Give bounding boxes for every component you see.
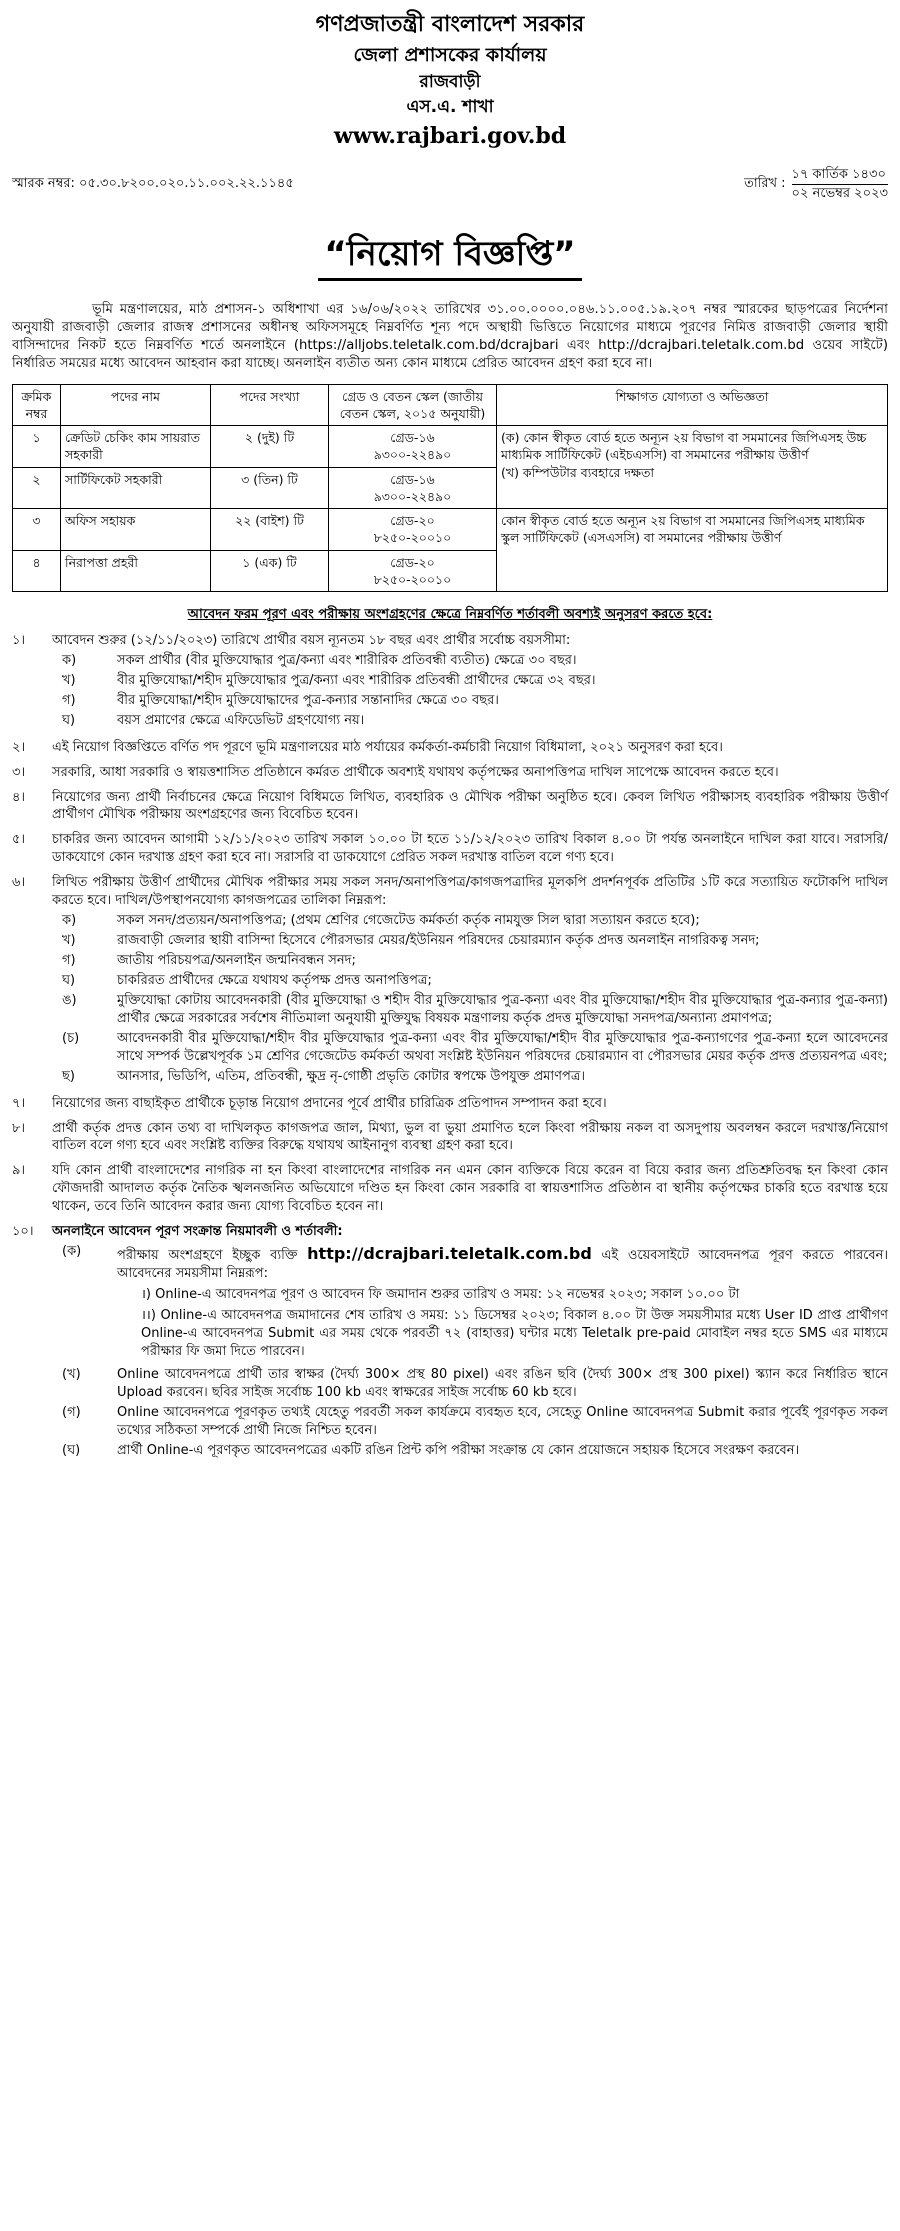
sub-item — [62, 972, 888, 990]
cell-count: ১ (এক) টি — [211, 550, 329, 592]
rule-text: নিয়োগের জন্য প্রার্থী নির্বাচনের ক্ষেত্রে নিয়োগ বিধিমতে লিখিত, ব্যবহারিক ও মৌখিক পরীক্ষা অনুষ্ঠিত হবে। কেবল লিখিত পরীক্ষাসহ ব্যবহারিক পরীক্ষায় উত্তীর্ণ প্রার্থীগণ মৌখিক পরীক্ষায় অংশগ্রহণের জন্য বিবেচিত হবেন। — [52, 789, 888, 823]
cell-count: ২২ (বাইশ) টি — [211, 509, 329, 551]
office-name: জেলা প্রশাসকের কার্যালয় — [353, 44, 547, 67]
sub-text: সকল প্রার্থীর (বীর মুক্তিযোদ্ধার পুত্র/কন্যা এবং শারীরিক প্রতিবন্ধী ব্যতীত) ক্ষেত্রে ৩০ বছর। — [117, 652, 577, 668]
district-name: রাজবাড়ী — [419, 71, 481, 92]
sub-item — [62, 1243, 888, 1364]
grade-text: গ্রেড-২০ — [390, 554, 435, 570]
cell-serial: ২ — [13, 467, 61, 509]
sub-label: গ) — [62, 692, 76, 708]
rule-number: ৩। — [12, 764, 26, 780]
date-english: ০২ নভেম্বর ২০২৩ — [791, 185, 888, 201]
rule-number: ২। — [12, 739, 26, 755]
sub-text: মুক্তিযোদ্ধা কোটায় আবেদনকারী (বীর মুক্তিযোদ্ধা ও শহীদ বীর মুক্তিযোদ্ধার পুত্র-কন্যা এবং বীর মুক্তিযোদ্ধা/শহীদ বীর মুক্তিযোদ্ধার পুত্র-কন্যার পুত্র-কন্যা) প্রার্থীর ক্ষেত্রে সরকারের সর্বশেষ নীতিমালা অনুযায়ী মুক্তিযুদ্ধ বিষয়ক মন্ত্রণালয় কর্তৃক প্রদত্ত মুক্তিযোদ্ধা সনদপত্র/অন্যান্য প্রমাণপত্র; — [117, 992, 888, 1026]
scale-text: ৮২৫০-২০০১০ — [373, 571, 452, 587]
sub-text: সকল সনদ/প্রত্যয়ন/অনাপত্তিপত্র; (প্রথম শ্রেণির গেজেটেড কর্মকর্তা কর্তৃক নামযুক্ত সিল দ্বারা সত্যায়ন করতে হবে); — [117, 913, 700, 929]
rule-1 — [12, 632, 888, 732]
table-row — [13, 509, 888, 551]
sub-item — [62, 992, 888, 1028]
sub-item — [62, 1404, 888, 1440]
rule-text: যদি কোন প্রার্থী বাংলাদেশের নাগরিক না হন কিংবা বাংলাদেশের নাগরিক নন এমন কোন ব্যক্তিকে বিয়ে করেন বা বিয়ে করার জন্য প্রতিশ্রুতিবদ্ধ হন কিংবা কোন ফৌজদারী আদালত কর্তৃক নৈতিক স্খলনজনিত অভিযোগে দণ্ডিত হন কিংবা কোন সরকারি বা স্বায়ত্তশাসিত প্রতিষ্ঠান বা স্থানীয় কর্তৃপক্ষের চাকরি হতে বরখাস্ত হয়ে থাকেন, তবে তিনি আবেদন করার জন্য যোগ্য বিবেচিত হবেন না। — [52, 1163, 888, 1215]
rule-number: ১০। — [12, 1224, 34, 1240]
sub-label: (গ) — [62, 1404, 81, 1420]
timeline-start: ।) Online-এ আবেদনপত্র পূরণ ও আবেদন ফি জমাদান শুরুর তারিখ ও সময়: ১২ নভেম্বর ২০২৩; সকাল ১০.০০ টা — [141, 1287, 740, 1303]
sub-item — [62, 1442, 888, 1460]
rule-text: অনলাইনে আবেদন পূরণ সংক্রান্ত নিয়মাবলী ও শর্তাবলী: — [52, 1224, 343, 1240]
cell-post: নিরাপত্তা প্রহরী — [61, 550, 211, 592]
sub-item — [62, 932, 888, 950]
sub-label: (ঘ) — [62, 1442, 81, 1458]
col-post: পদের নাম — [61, 384, 211, 426]
sub-text: পরীক্ষায় অংশগ্রহণে ইচ্ছুক ব্যক্তি — [117, 1248, 298, 1264]
cell-grade — [329, 509, 497, 551]
sub-label: (চ) — [62, 1030, 80, 1046]
qualification-a: (ক) কোন স্বীকৃত বোর্ড হতে অন্যূন ২য় বিভাগ বা সমমানের জিপিএসহ উচ্চ মাধ্যমিক সার্টিফিকেট (এইচএসসি) বা সমমানের পরীক্ষায় উত্তীর্ণ — [501, 430, 867, 463]
cell-count: ৩ (তিন) টি — [211, 467, 329, 509]
posts-table — [12, 384, 888, 593]
sub-text: এই ওয়েবসাইটে আবেদনপত্র পূরণ করতে পারবেন। আবেদনের সময়সীমা নিম্নরূপ: — [117, 1248, 889, 1282]
cell-post: ক্রেডিট চেকিং কাম সায়রাত সহকারী — [61, 426, 211, 468]
sub-text: প্রার্থী Online-এ পূরণকৃত আবেদনপত্রের একটি রঙিন প্রিন্ট কপি পরীক্ষা সংক্রান্ত যে কোন প্রয়োজনে সহায়ক হিসেবে সংরক্ষণ করবেন। — [117, 1442, 800, 1458]
rule-number: ৭। — [12, 1095, 26, 1111]
rule-number: ১। — [12, 632, 26, 648]
sub-label: (ক) — [62, 1244, 82, 1260]
sub-text: আনসার, ভিডিপি, এতিম, প্রতিবন্ধী, ক্ষুদ্র নৃ-গোষ্ঠী প্রভৃতি কোটার স্বপক্ষে উপযুক্ত প্রমাণপত্র। — [117, 1068, 586, 1084]
date-label: তারিখ : — [744, 176, 786, 192]
cell-grade — [329, 550, 497, 592]
scale-text: ৯৩০০-২২৪৯০ — [373, 488, 452, 504]
cell-serial: ৩ — [13, 509, 61, 551]
government-name: গণপ্রজাতন্ত্রী বাংলাদেশ সরকার — [315, 12, 585, 37]
website-link[interactable]: www.rajbari.gov.bd — [333, 123, 567, 150]
rule-number: ৬। — [12, 875, 26, 891]
scale-text: ৮২৫০-২০০১০ — [373, 530, 452, 546]
sub-item — [62, 672, 888, 690]
col-qualification: শিক্ষাগত যোগ্যতা ও অভিজ্ঞতা — [497, 384, 888, 426]
rule-text: নিয়োগের জন্য বাছাইকৃত প্রার্থীকে চূড়ান্ত নিয়োগ প্রদানের পূর্বে প্রার্থীর চারিত্রিক প্রতিপাদন সম্পাদন করা হবে। — [52, 1095, 607, 1111]
sub-text: বয়স প্রমাণের ক্ষেত্রে এফিডেভিট গ্রহণযোগ্য নয়। — [117, 712, 365, 728]
sub-label: ঘ) — [62, 712, 76, 728]
notice-title: “নিয়োগ বিজ্ঞপ্তি” — [318, 231, 581, 281]
sub-text: আবেদনকারী বীর মুক্তিযোদ্ধা/শহীদ বীর মুক্তিযোদ্ধার পুত্র-কন্যা এবং বীর মুক্তিযোদ্ধা/শহীদ বীর মুক্তিযোদ্ধার পুত্র-কন্যাগণের পুত্র-কন্যা হলে আবেদনের সাথে সম্পর্ক উল্লেখপূর্বক ১ম শ্রেণির গেজেটেড কর্মকর্তা অথবা সংশ্লিষ্ট ইউনিয়ন পরিষদের চেয়ারম্যান বা পৌরসভার মেয়র কর্তৃক প্রদত্ত প্রত্যয়নপত্র এবং; — [117, 1030, 888, 1064]
sub-label: ঘ) — [62, 972, 76, 988]
sub-text: বীর মুক্তিযোদ্ধা/শহীদ মুক্তিযোদ্ধাদের পুত্র-কন্যার সন্তানাদির ক্ষেত্রে ৩০ বছর। — [117, 692, 499, 708]
sub-item — [62, 952, 888, 970]
rule-6 — [12, 874, 888, 1087]
memo-number: স্মারক নম্বর: ০৫.৩০.৮২০০.০২০.১১.০০২.২২.১১৪৫ — [12, 176, 294, 192]
cell-qualification — [497, 426, 888, 509]
sub-text: Online আবেদনপত্রে প্রার্থী তার স্বাক্ষর (দৈর্ঘ্য 300× প্রস্থ 80 pixel) এবং রঙিন ছবি (দৈর্ঘ্য 300× প্রস্থ 300 pixel) স্ক্যান করে নির্ধারিত স্থানে Upload করবেন। ছবির সাইজ সর্বোচ্চ 100 kb এবং স্বাক্ষরের সাইজ সর্বোচ্চ 60 kb হবে। — [117, 1366, 888, 1400]
sub-label: ছ) — [62, 1068, 75, 1084]
cell-qualification: কোন স্বীকৃত বোর্ড হতে অন্যূন ২য় বিভাগ বা সমমানের জিপিএসহ মাধ্যমিক স্কুল সার্টিফিকেট (এসএসসি) বা সমমানের পরীক্ষায় উত্তীর্ণ — [497, 509, 888, 592]
col-grade: গ্রেড ও বেতন স্কেল (জাতীয় বেতন স্কেল, ২০১৫ অনুযায়ী) — [329, 384, 497, 426]
cell-serial: ১ — [13, 426, 61, 468]
sub-label: ক) — [62, 913, 77, 929]
rule-4 — [12, 789, 888, 825]
rule-7 — [12, 1095, 888, 1113]
grade-text: গ্রেড-২০ — [390, 513, 435, 528]
cell-post: অফিস সহায়ক — [61, 509, 211, 551]
branch-name: এস.এ. শাখা — [406, 97, 494, 118]
cell-post: সার্টিফিকেট সহকারী — [61, 467, 211, 509]
date-bangla: ১৭ কার্তিক ১৪৩০ — [792, 166, 888, 185]
cell-grade — [329, 426, 497, 468]
sub-item — [62, 912, 888, 930]
sub-item — [62, 712, 888, 730]
timeline-end: ।।) Online-এ আবেদনপত্র জমাদানের শেষ তারিখ ও সময়: ১১ ডিসেম্বর ২০২৩; বিকাল ৪.০০ টা উক্ত সময়সীমার মধ্যে User ID প্রাপ্ত প্রার্থীগণ Online-এ আবেদনপত্র Submit এর সময় থেকে পরবর্তী ৭২ (বাহাত্তর) ঘন্টার মধ্যে Teletalk pre-paid মোবাইল নম্বর হতে SMS এর মাধ্যমে পরীক্ষার ফি জমা দিতে পারবেন। — [141, 1308, 888, 1359]
rule-5 — [12, 831, 888, 867]
rule-number: ৮। — [12, 1120, 26, 1136]
col-serial: ক্রমিক নম্বর — [13, 384, 61, 426]
rule-text: চাকরির জন্য আবেদন আগামী ১২/১১/২০২৩ তারিখ সকাল ১০.০০ টা হতে ১১/১২/২০২৩ তারিখ বিকাল ৪.০০ টা পর্যন্ত অনলাইনে দাখিল করা যাবে। সরাসরি/ডাকযোগে কোন দরখাস্ত গ্রহণ করা হবে না। সরাসরি বা ডাকযোগে প্রেরিত সকল দরখাস্ত বাতিল বলে গণ্য হবে। — [52, 832, 888, 866]
sub-text: Online আবেদনপত্রে পূরণকৃত তথ্যই যেহেতু পরবর্তী সকল কার্যক্রমে ব্যবহৃত হবে, সেহেতু Online আবেদনপত্র Submit করার পূর্বেই পূরণকৃত সকল তথ্যের সঠিকতা সম্পর্কে প্রার্থী নিজে নিশ্চিত হবেন। — [117, 1404, 888, 1438]
rule-text: সরকারি, আধা সরকারি ও স্বায়ত্তশাসিত প্রতিষ্ঠানে কর্মরত প্রার্থীকে অবশ্যই যথাযথ কর্তৃপক্ষের অনাপত্তিপত্র দাখিল সাপেক্ষে আবেদন করতে হবে। — [52, 764, 779, 780]
sub-text: রাজবাড়ী জেলার স্থায়ী বাসিন্দা হিসেবে পৌরসভার মেয়র/ইউনিয়ন পরিষদের চেয়ারম্যান কর্তৃক প্রদত্ত অনলাইন নাগরিকত্ব সনদ; — [117, 933, 760, 949]
sub-item — [62, 1030, 888, 1066]
rule-text: আবেদন শুরুর (১২/১১/২০২৩) তারিখে প্রার্থীর বয়স ন্যূনতম ১৮ বছর এবং প্রার্থীর সর্বোচ্চ বয়সসীমা: — [52, 632, 571, 648]
rule-2 — [12, 739, 888, 757]
sub-item — [62, 692, 888, 710]
sub-label: খ) — [62, 672, 76, 688]
sub-label: (খ) — [62, 1366, 81, 1382]
table-header-row — [13, 384, 888, 426]
rule-text: এই নিয়োগ বিজ্ঞপ্তিতে বর্ণিত পদ পূরণে ভূমি মন্ত্রণালয়ের মাঠ পর্যায়ের কর্মকর্তা-কর্মচারী নিয়োগ বিধিমালা, ২০২১ অনুসরণ করা হবে। — [52, 739, 723, 755]
cell-count: ২ (দুই) টি — [211, 426, 329, 468]
rule-8 — [12, 1120, 888, 1156]
date-block — [744, 166, 888, 203]
col-count: পদের সংখ্যা — [211, 384, 329, 426]
sub-text: জাতীয় পরিচয়পত্র/অনলাইন জন্মনিবন্ধন সনদ; — [117, 953, 356, 968]
application-url-link[interactable]: http://dcrajbari.teletalk.com.bd — [307, 1244, 592, 1264]
sub-text: বীর মুক্তিযোদ্ধা/শহীদ মুক্তিযোদ্ধার পুত্র/কন্যা এবং শারীরিক প্রতিবন্ধী প্রার্থীদের ক্ষেত্রে ৩২ বছর। — [117, 672, 596, 688]
sub-label: খ) — [62, 933, 76, 949]
rule-number: ৯। — [12, 1163, 26, 1179]
rule-number: ৪। — [12, 789, 26, 805]
sub-item — [62, 652, 888, 670]
letterhead — [12, 10, 888, 152]
rule-9 — [12, 1162, 888, 1216]
rules-heading: আবেদন ফরম পূরণ এবং পরীক্ষায় অংশগ্রহণের ক্ষেত্রে নিম্নবর্ণিত শর্তাবলী অবশ্যই অনুসরণ করতে হবে: — [187, 607, 713, 622]
reference-line — [12, 166, 888, 203]
grade-text: গ্রেড-১৬ — [390, 471, 435, 487]
rule-10 — [12, 1223, 888, 1461]
sub-label: ঙ) — [62, 992, 77, 1008]
grade-text: গ্রেড-১৬ — [390, 430, 435, 445]
sub-item — [62, 1366, 888, 1402]
rule-number: ৫। — [12, 832, 26, 848]
cell-grade — [329, 467, 497, 509]
rule-text: প্রার্থী কর্তৃক প্রদত্ত কোন তথ্য বা দাখিলকৃত কাগজপত্র জাল, মিথ্যা, ভুল বা ভুয়া প্রমাণিত হলে কিংবা পরীক্ষায় নকল বা অসদুপায় অবলম্বন করলে দরখাস্ত/নিয়োগ বাতিল বলে গণ্য হবে এবং সংশ্লিষ্ট ব্যক্তির বিরুদ্ধে যথাযথ আইনানুগ ব্যবস্থা গ্রহণ করা হবে। — [52, 1120, 888, 1154]
sub-item — [62, 1068, 888, 1086]
sub-text: চাকরিরত প্রার্থীদের ক্ষেত্রে যথাযথ কর্তৃপক্ষ প্রদত্ত অনাপত্তিপত্র; — [117, 972, 432, 988]
scale-text: ৯৩০০-২২৪৯০ — [373, 447, 452, 463]
rule-text: লিখিত পরীক্ষায় উত্তীর্ণ প্রার্থীদের মৌখিক পরীক্ষার সময় সকল সনদ/অনাপত্তিপত্র/কাগজপত্রাদির মূলকপি প্রদর্শনপূর্বক প্রতিটির ১টি করে সত্যায়িত ফটোকপি দাখিল করতে হবে। দাখিল/উপস্থাপনযোগ্য কাগজপত্রের তালিকা নিম্নরূপ: — [52, 875, 888, 909]
intro-paragraph: ভূমি মন্ত্রণালয়ের, মাঠ প্রশাসন-১ অধিশাখা এর ১৬/০৬/২০২২ তারিখের ৩১.০০.০০০০.০৪৬.১১.০০৫.১৯.২০৭ নম্বর স্মারকের ছাড়পত্রের নির্দেশনা অনুযায়ী রাজবাড়ী জেলার রাজস্ব প্রশাসনের অধীনস্থ অফিসসমূহে নিম্নবর্ণিত শূন্য পদে অস্থায়ী ভিত্তিতে নিয়োগের মাধ্যমে পূরণের নিমিত্ত রাজবাড়ী জেলার স্থায়ী বাসিন্দাদের নিকট হতে নিম্নবর্ণিত শর্তে অনলাইনে (https://alljobs.teletalk.com.bd/dcrajbari এবং http://dcrajbari.teletalk.com.bd ওয়েব সাইটে) নির্ধারিত সময়ের মধ্যে আবেদন আহবান করা যাচ্ছে। অনলাইন ব্যতীত অন্য কোন মাধ্যমে প্রেরিত আবেদন গ্রহণ করা হবে না। — [12, 301, 888, 372]
sub-label: গ) — [62, 953, 76, 968]
sub-label: ক) — [62, 652, 77, 668]
cell-serial: ৪ — [13, 550, 61, 592]
table-row — [13, 426, 888, 468]
qualification-b: (খ) কম্পিউটার ব্যবহারে দক্ষতা — [501, 464, 655, 480]
rule-3 — [12, 764, 888, 782]
